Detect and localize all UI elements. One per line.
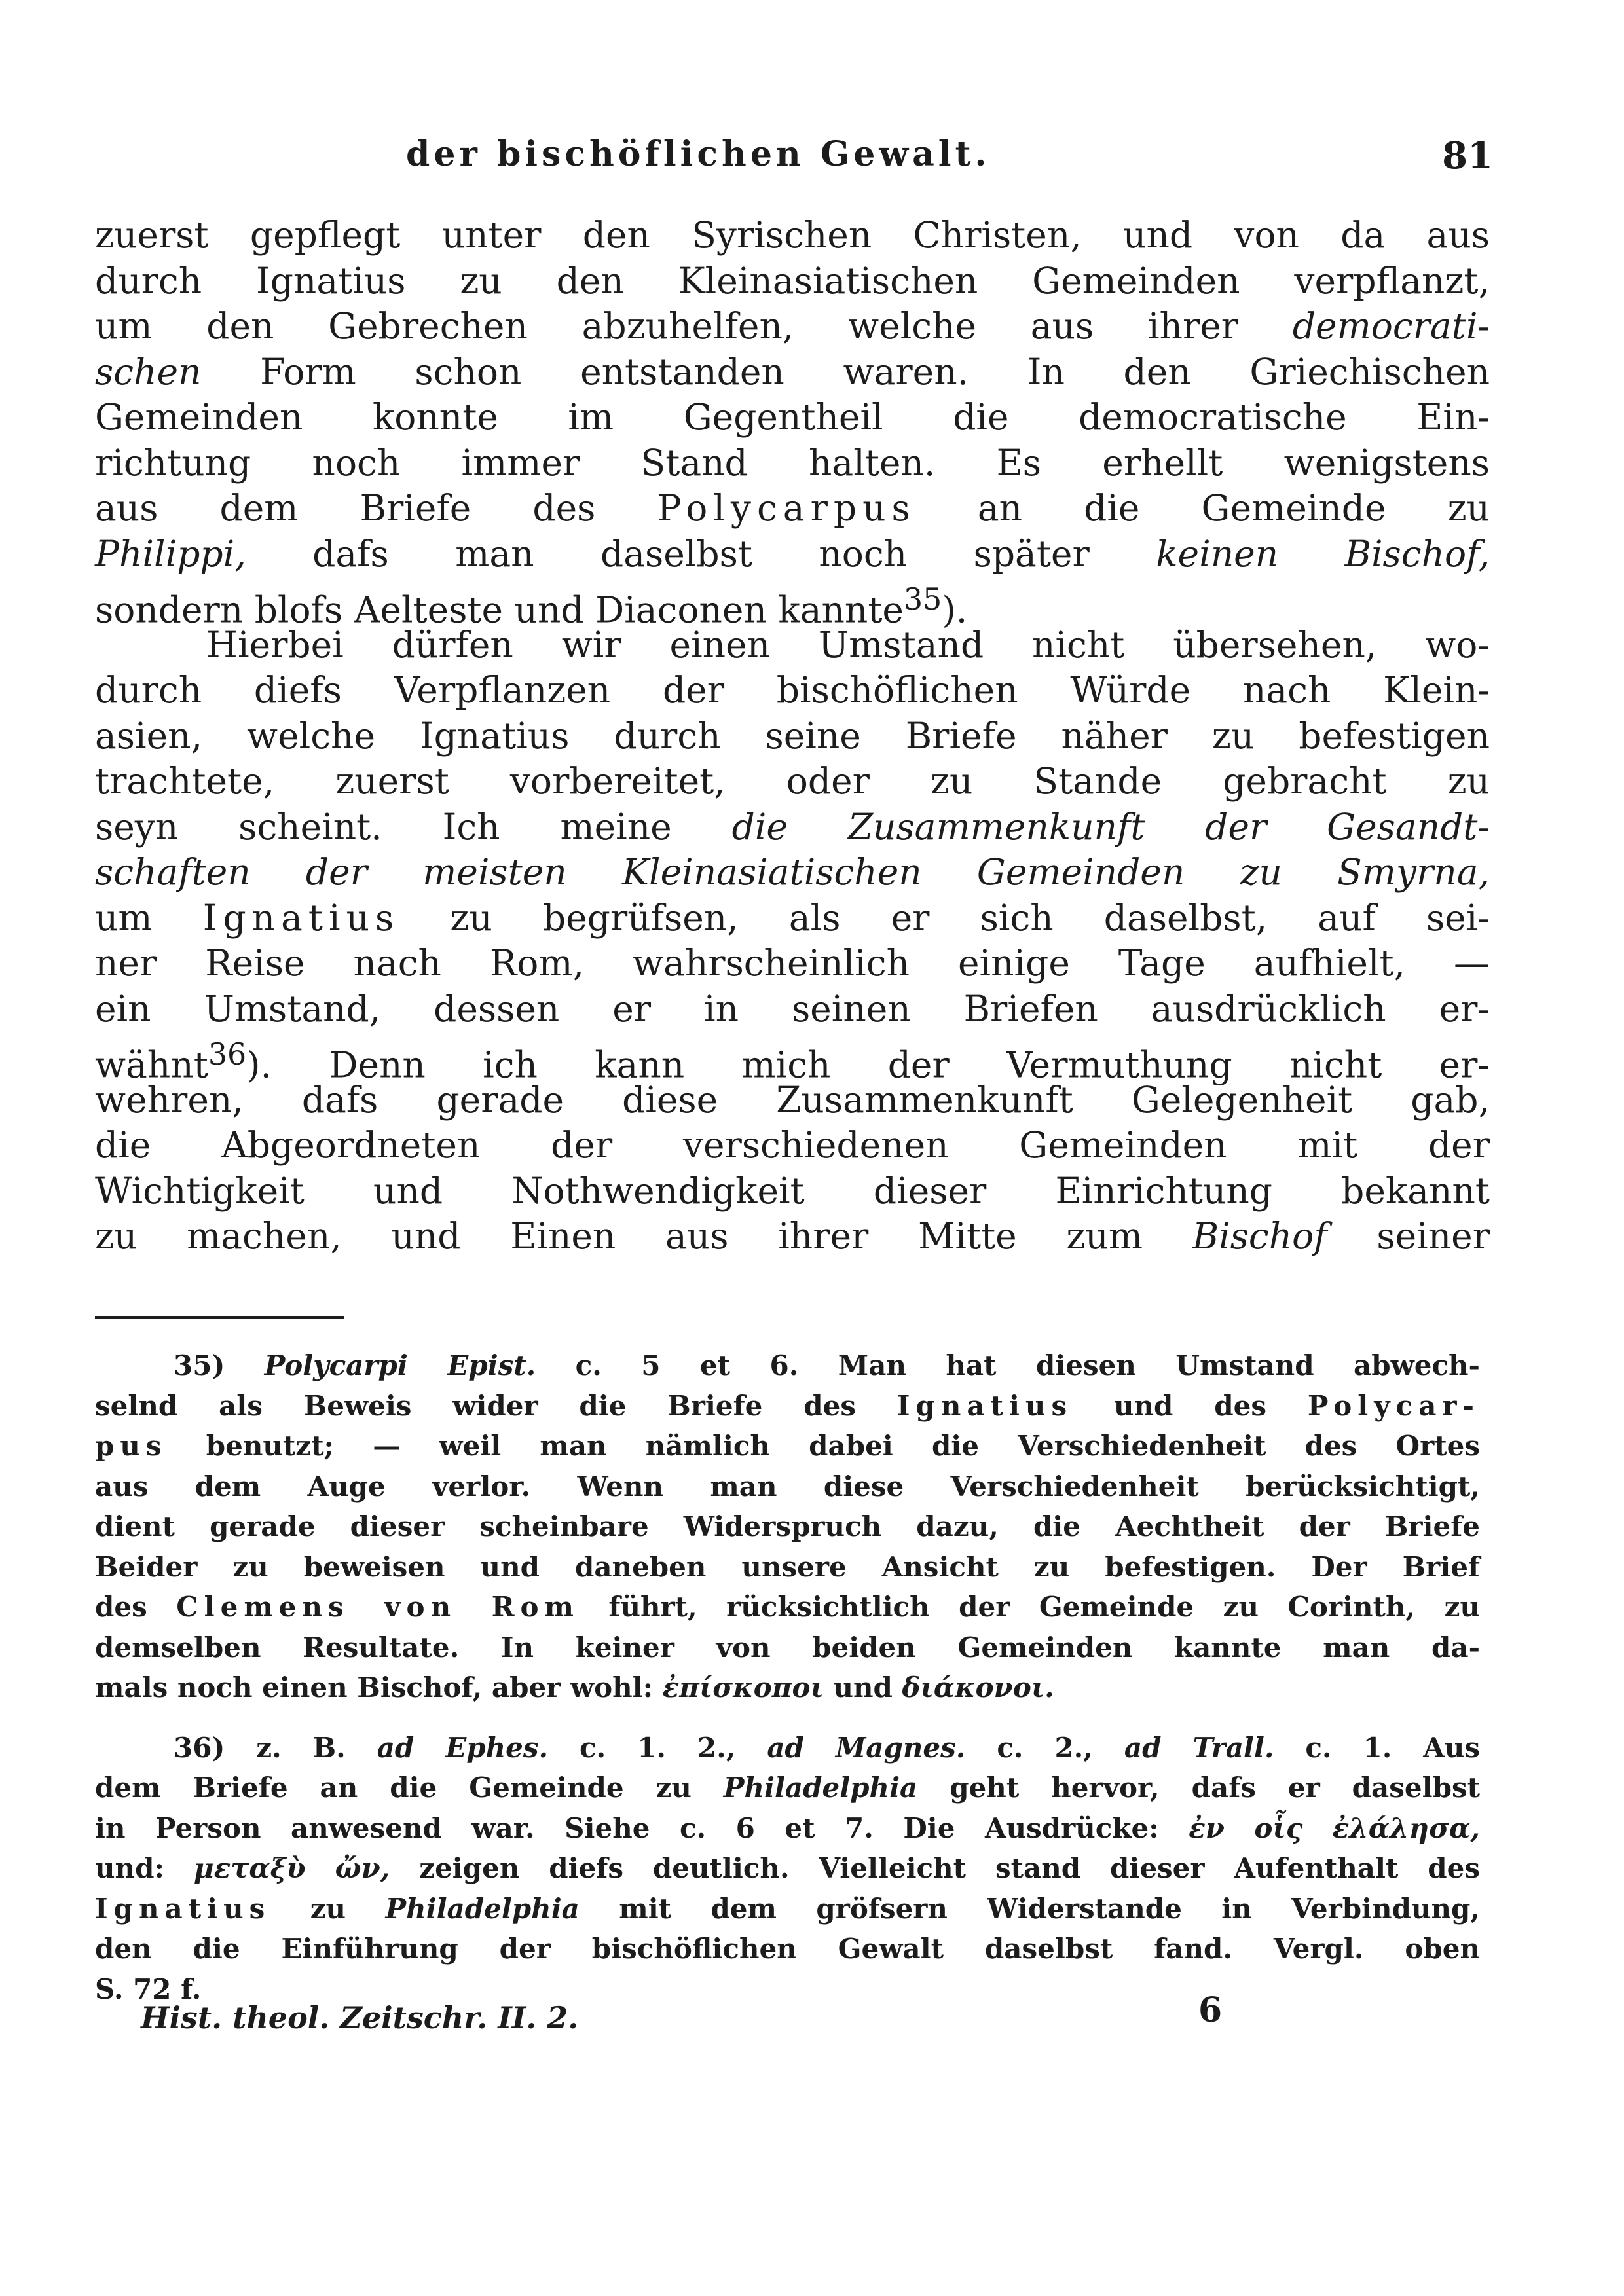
footnote-line: [95, 1386, 1480, 1427]
text-line: [95, 441, 1490, 486]
footnote-line: [95, 1728, 1480, 1768]
text-run: Polycarpus: [657, 487, 916, 529]
text-run: Ignatius: [896, 1389, 1073, 1422]
text-run: zeigen diefs deutlich. Vielleicht stand dieser Aufenthalt des: [390, 1852, 1480, 1884]
text-run: μεταξὺ ὤν,: [193, 1852, 390, 1884]
text-run: pus: [95, 1430, 168, 1462]
text-run: durch Ignatius zu den Kleinasiatischen Gemeinden verpflanzt,: [95, 259, 1490, 302]
text-run: c. 1. Aus: [1274, 1731, 1481, 1764]
footnote-reference: 36: [208, 1036, 247, 1072]
footnote-separator: [95, 1316, 344, 1319]
text-run: aus dem Briefe des: [95, 487, 657, 529]
text-run: den die Einführung der bischöflichen Gewalt daselbst fand. Vergl. oben: [95, 1933, 1480, 1965]
text-run: Wichtigkeit und Nothwendigkeit dieser Einrichtung bekannt: [95, 1169, 1490, 1212]
text-run: seiner: [1327, 1215, 1490, 1257]
footnote-line: [95, 1506, 1480, 1547]
footnote-line: [95, 1628, 1480, 1668]
text-run: seyn scheint. Ich meine: [95, 805, 732, 848]
text-run: schen: [95, 350, 202, 393]
text-run: democrati-: [1292, 305, 1490, 347]
text-run: die Abgeordneten der verschiedenen Gemeinden mit der: [95, 1124, 1490, 1166]
text-run: Clemens von Rom: [176, 1591, 580, 1623]
footnotes: [95, 1345, 1480, 2009]
text-run: ad Magnes.: [767, 1731, 966, 1764]
text-run: und:: [95, 1852, 194, 1884]
sheet-number: 6: [1198, 1990, 1223, 2030]
text-run: zu begrüfsen, als er sich daselbst, auf sei-: [399, 896, 1490, 939]
text-run: zu machen, und Einen aus ihrer Mitte zum: [95, 1215, 1192, 1257]
text-run: wähnt: [95, 1044, 208, 1086]
text-run: Beider zu beweisen und daneben unsere Ansicht zu befestigen. Der Brief: [95, 1550, 1480, 1583]
text-line: [95, 213, 1490, 259]
footnote-line: [95, 1467, 1480, 1507]
footnote-line: [95, 1345, 1480, 1386]
text-line: [95, 395, 1490, 441]
text-run: aus dem Auge verlor. Wenn man diese Verschiedenheit berücksichtigt,: [95, 1470, 1480, 1503]
text-line: [95, 577, 1490, 631]
text-run: und des: [1073, 1389, 1308, 1422]
footnote-line: [95, 1667, 1480, 1708]
text-line: [95, 1169, 1490, 1214]
text-run: an die Gemeinde zu: [915, 487, 1490, 529]
footnote-line: [95, 1426, 1480, 1467]
text-run: c. 1. 2.,: [548, 1731, 767, 1764]
text-line: [95, 532, 1490, 577]
text-run: demselben Resultate. In keiner von beiden Gemeinden kannte man da-: [95, 1631, 1480, 1664]
text-run: dem Briefe an die Gemeinde zu: [95, 1772, 724, 1804]
text-run: ad Trall.: [1124, 1731, 1274, 1764]
text-run: und: [823, 1671, 902, 1704]
text-run: c. 2.,: [965, 1731, 1124, 1764]
text-run: ἐπίσκοποι: [662, 1671, 824, 1704]
footnote-reference: 35: [903, 581, 942, 617]
text-run: Bischof: [1192, 1215, 1327, 1257]
footnote-line: [95, 1889, 1480, 1929]
text-run: durch diefs Verpflanzen der bischöflichen Würde nach Klein-: [95, 669, 1490, 711]
text-run: zuerst gepflegt unter den Syrischen Christen, und von da aus: [95, 214, 1490, 256]
text-line: [95, 259, 1490, 304]
text-line: [95, 623, 1490, 668]
text-run: um: [95, 896, 203, 939]
text-run: Philadelphia: [723, 1772, 918, 1804]
text-run: Form schon entstanden waren. In den Griechischen: [201, 350, 1490, 393]
text-line: [95, 668, 1490, 714]
text-run: in Person anwesend war. Siehe c. 6 et 7. Die Ausdrücke:: [95, 1812, 1189, 1844]
text-run: führt, rücksichtlich der Gemeinde zu Corinth, zu: [579, 1591, 1480, 1623]
text-line: [95, 1123, 1490, 1169]
text-run: S. 72 f.: [95, 1973, 202, 2005]
text-run: 35): [174, 1349, 265, 1381]
text-line: [95, 304, 1490, 350]
text-line: [95, 759, 1490, 805]
text-run: c. 5 et 6. Man hat diesen Umstand abwech-: [536, 1349, 1480, 1381]
text-run: διάκονοι.: [902, 1671, 1054, 1704]
text-run: Philadelphia: [385, 1892, 580, 1925]
text-line: [95, 350, 1490, 395]
running-title: der bischöflichen Gewalt.: [406, 134, 991, 174]
running-header: [406, 134, 1493, 193]
text-run: 36) z. B.: [174, 1731, 377, 1764]
text-run: Philippi,: [95, 532, 246, 575]
text-line: [95, 941, 1490, 987]
text-line: [95, 896, 1490, 941]
text-run: zu: [270, 1892, 386, 1925]
text-run: schaften der meisten Kleinasiatischen Gemeinden zu Smyrna,: [95, 851, 1490, 893]
footnote-line: [95, 1848, 1480, 1889]
text-run: mals noch einen Bischof, aber wohl:: [95, 1671, 663, 1704]
text-run: ein Umstand, dessen er in seinen Briefen ausdrücklich er-: [95, 987, 1490, 1030]
text-run: asien, welche Ignatius durch seine Briefe näher zu befestigen: [95, 714, 1490, 757]
text-run: keinen Bischof,: [1156, 532, 1490, 575]
text-run: die Zusammenkunft der Gesandt-: [731, 805, 1490, 848]
text-line: [95, 1032, 1490, 1086]
text-line: [95, 987, 1490, 1032]
footnote-line: [95, 1768, 1480, 1808]
text-run: trachtete, zuerst vorbereitet, oder zu Stande gebracht zu: [95, 760, 1490, 802]
text-run: um den Gebrechen abzuhelfen, welche aus ihrer: [95, 305, 1293, 347]
signature-mark: Hist. theol. Zeitschr. II. 2.: [141, 2000, 579, 2035]
text-run: richtung noch immer Stand halten. Es erhellt wenigstens: [95, 441, 1490, 484]
text-line: [95, 486, 1490, 532]
text-run: ). Denn ich kann mich der Vermuthung nicht er-: [246, 1044, 1490, 1086]
text-line: [95, 1078, 1490, 1123]
text-line: [95, 1214, 1490, 1260]
text-run: Polycar-: [1307, 1389, 1480, 1422]
text-run: Hierbei dürfen wir einen Umstand nicht übersehen, wo-: [206, 623, 1490, 666]
text-run: Ignatius: [95, 1892, 271, 1925]
text-line: [95, 805, 1490, 850]
text-run: ).: [942, 589, 968, 631]
text-run: sondern blofs Aelteste und Diaconen kannte: [95, 589, 904, 631]
text-run: ner Reise nach Rom, wahrscheinlich einige Tage aufhielt, —: [95, 942, 1490, 984]
text-run: wehren, dafs gerade diese Zusammenkunft Gelegenheit gab,: [95, 1078, 1490, 1121]
text-run: dafs man daselbst noch später: [246, 532, 1156, 575]
footnote-line: [95, 1808, 1480, 1849]
text-run: geht hervor, dafs er daselbst: [917, 1772, 1480, 1804]
page-number: 81: [1442, 134, 1493, 177]
text-run: ἐν οἷς ἐλάλησα,: [1189, 1812, 1480, 1844]
text-run: ad Ephes.: [377, 1731, 549, 1764]
text-run: Polycarpi Epist.: [264, 1349, 536, 1381]
footnote-line: [95, 1587, 1480, 1628]
text-line: [95, 850, 1490, 896]
text-run: benutzt; — weil man nämlich dabei die Verschiedenheit des Ortes: [167, 1430, 1480, 1462]
text-run: Gemeinden konnte im Gegentheil die democratische Ein-: [95, 396, 1490, 438]
text-run: mit dem gröfsern Widerstande in Verbindung,: [579, 1892, 1480, 1925]
text-run: dient gerade dieser scheinbare Widerspruch dazu, die Aechtheit der Briefe: [95, 1510, 1480, 1542]
footnote-line: [95, 1929, 1480, 1969]
text-run: Ignatius: [202, 896, 400, 939]
text-run: des: [95, 1591, 177, 1623]
footnote-line: [95, 1547, 1480, 1588]
text-run: selnd als Beweis wider die Briefe des: [95, 1389, 897, 1422]
main-text: [95, 213, 1490, 1260]
text-line: [95, 714, 1490, 759]
